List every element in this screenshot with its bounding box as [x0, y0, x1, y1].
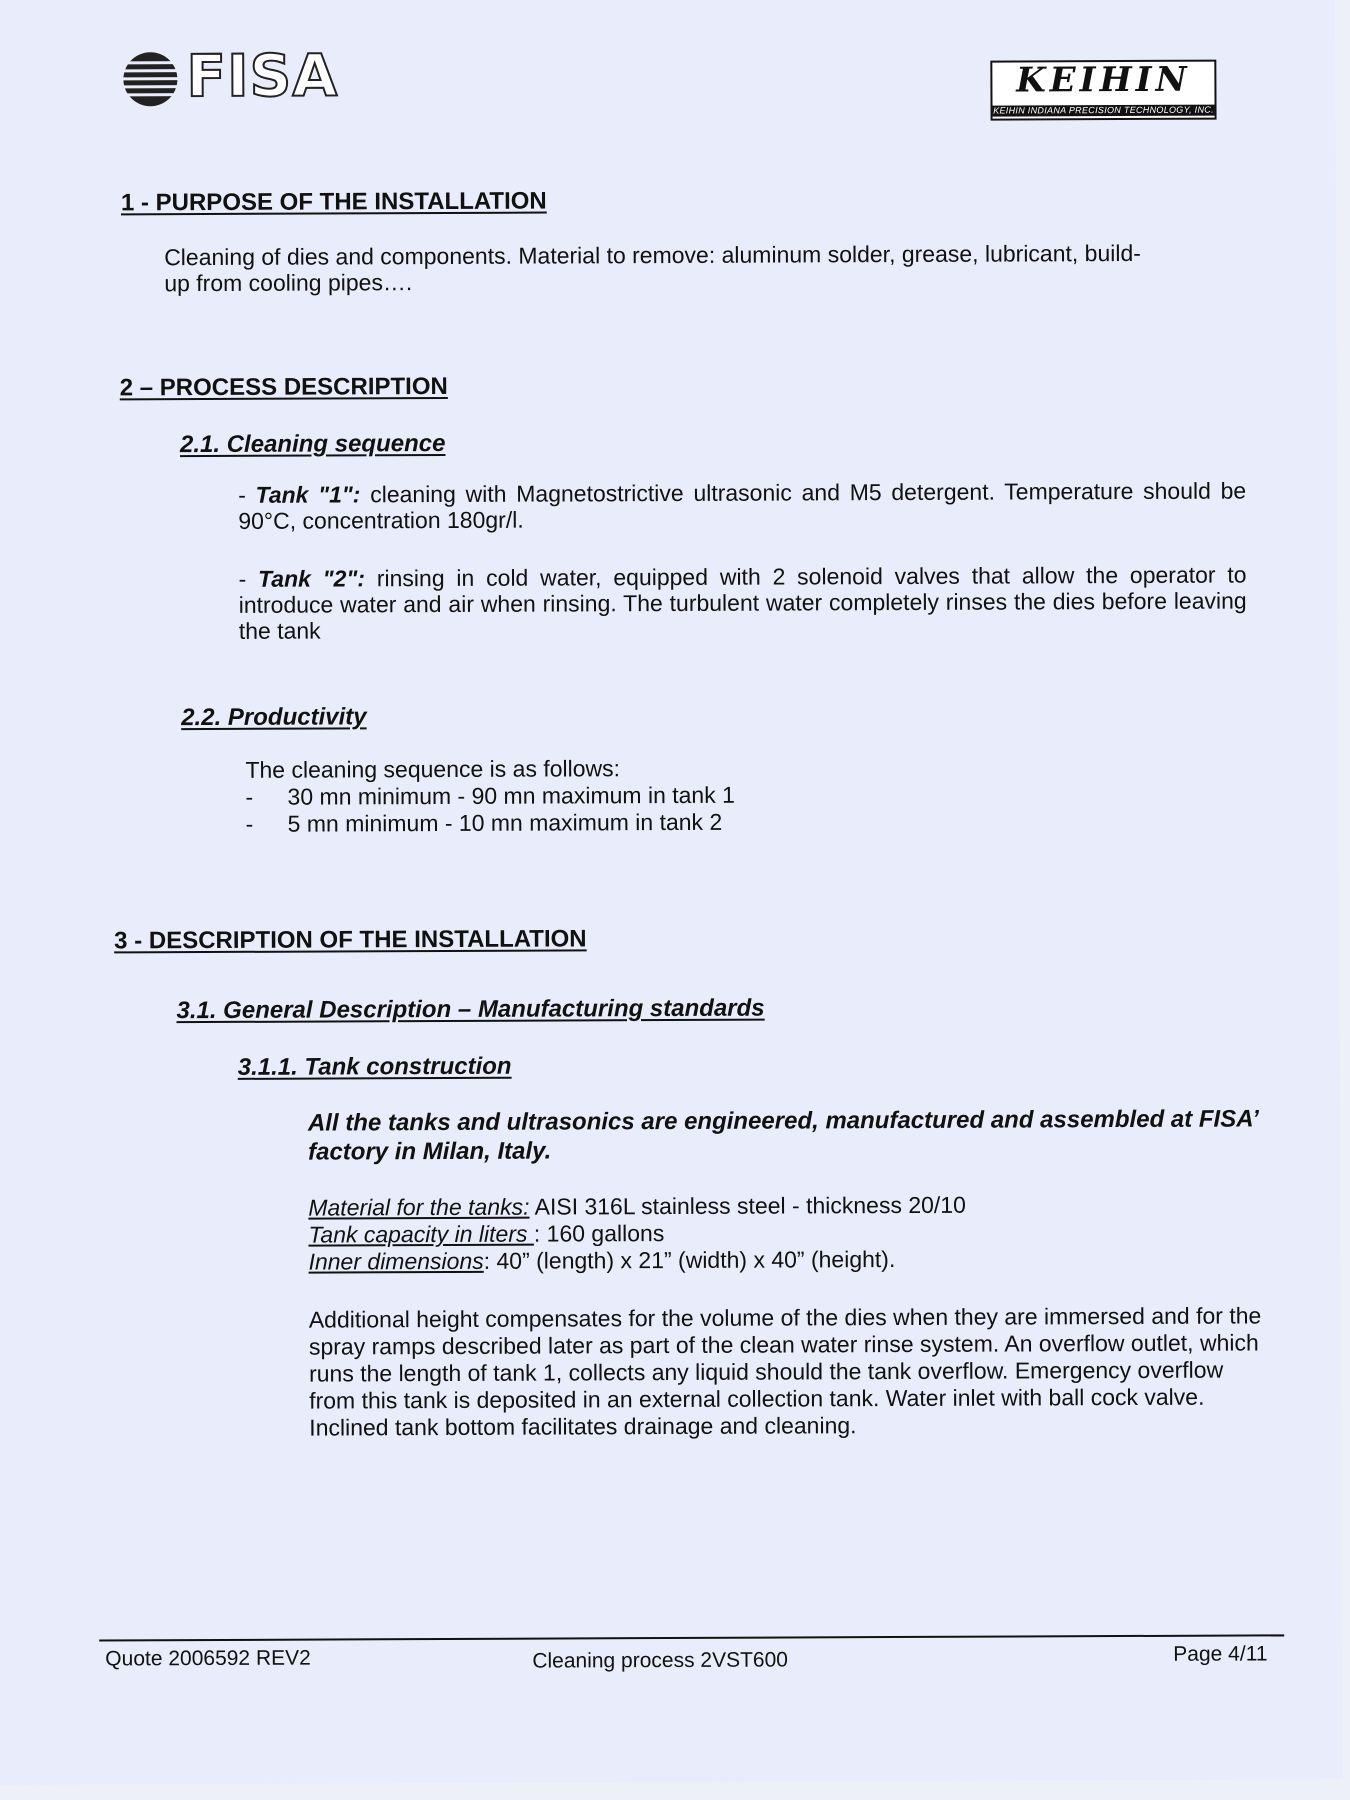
tank-2-text: rinsing in cold water, equipped with 2 solenoid valves that allow the operator to introduce water and air when rinsing. The turbulent water completely rinses the dies before leaving the tank [238, 561, 1247, 644]
list-item-text: 30 mn minimum - 90 mn maximum in tank 1 [287, 781, 735, 810]
list-item-text: 5 mn minimum - 10 mn maximum in tank 2 [287, 808, 723, 837]
spec-material-value: AISI 316L stainless steel - thickness 20/10 [529, 1191, 966, 1220]
fisa-globe-icon [118, 47, 182, 111]
spec-dimensions-label: Inner dimensions [308, 1247, 484, 1275]
spec-dimensions-value: : 40” (length) x 21” (width) x 40” (height). [483, 1246, 896, 1274]
footer-quote: Quote 2006592 REV2 [105, 1646, 311, 1671]
section-1-body-line-2: up from cooling pipes…. [164, 269, 413, 297]
fisa-logo [118, 41, 339, 116]
footer-title: Cleaning process 2VST600 [532, 1648, 789, 1673]
tank-2-description: - Tank "2": rinsing in cold water, equipped with 2 solenoid valves that allow the operator to introduce water and air when rinsing. The turbulent water completely rinses the dies before leaving the tank [238, 561, 1247, 644]
footer-divider [99, 1634, 1284, 1641]
list-item: - 30 mn minimum - 90 mn maximum in tank 1 [245, 781, 735, 810]
fisa-logo-text: FISA [186, 41, 339, 111]
spec-capacity-label: Tank capacity in liters [308, 1220, 534, 1248]
footer-page-number: Page 4/11 [1173, 1642, 1268, 1666]
section-2-1-heading: 2.1. Cleaning sequence [179, 429, 446, 459]
tank-2-label: Tank "2": [258, 565, 366, 592]
spec-dimensions [308, 1244, 1268, 1274]
productivity-intro: The cleaning sequence is as follows: [245, 755, 621, 783]
section-3-heading: 3 - DESCRIPTION OF THE INSTALLATION [114, 925, 587, 955]
tank-construction-paragraph: Additional height compensates for the volume of the dies when they are immersed and for the spray ramps described later as part of the clean water rinse system. An overflow outlet, which runs the length of tank 1, collects any liquid should the tank overflow. Emergency overflow from this tank is deposited in an external collection tank. Water inlet with ball cock valve. Inclined tank bottom facilitates drainage and cleaning. [308, 1302, 1262, 1441]
keihin-logo [990, 60, 1216, 121]
keihin-logo-subtitle: KEIHIN INDIANA PRECISION TECHNOLOGY, INC. [993, 104, 1214, 116]
tank-1-text: cleaning with Magnetostrictive ultrasonic and M5 detergent. Temperature should be 90°C, concentration 180gr/l. [238, 477, 1247, 534]
spec-material [308, 1190, 1268, 1220]
spec-capacity [308, 1217, 1268, 1247]
list-item: - 5 mn minimum - 10 mn maximum in tank 2 [245, 808, 723, 837]
tank-1-description: - Tank "1": cleaning with Magnetostrictive ultrasonic and M5 detergent. Temperature should be 90°C, concentration 180gr/l. [238, 477, 1247, 534]
spec-capacity-value: : 160 gallons [533, 1220, 665, 1247]
section-1-heading: 1 - PURPOSE OF THE INSTALLATION [120, 187, 547, 217]
productivity-list [245, 780, 1145, 838]
section-2-heading: 2 – PROCESS DESCRIPTION [119, 372, 448, 402]
section-2-2-heading: 2.2. Productivity [181, 703, 367, 732]
section-3-1-heading: 3.1. General Description – Manufacturing standards [176, 994, 765, 1025]
spec-material-label: Material for the tanks: [308, 1193, 530, 1221]
section-3-1-1-heading: 3.1.1. Tank construction [237, 1052, 512, 1081]
manufacturing-statement: All the tanks and ultrasonics are engineered, manufactured and assembled at FISA’ factory in Milan, Italy. [307, 1105, 1259, 1166]
tank-1-label: Tank "1": [255, 481, 361, 508]
keihin-logo-text: KEIHIN [1016, 59, 1191, 101]
section-1-body-line-1: Cleaning of dies and components. Material to remove: aluminum solder, grease, lubricant, build- [164, 239, 1141, 271]
bleed-through-text [241, 165, 1226, 1269]
